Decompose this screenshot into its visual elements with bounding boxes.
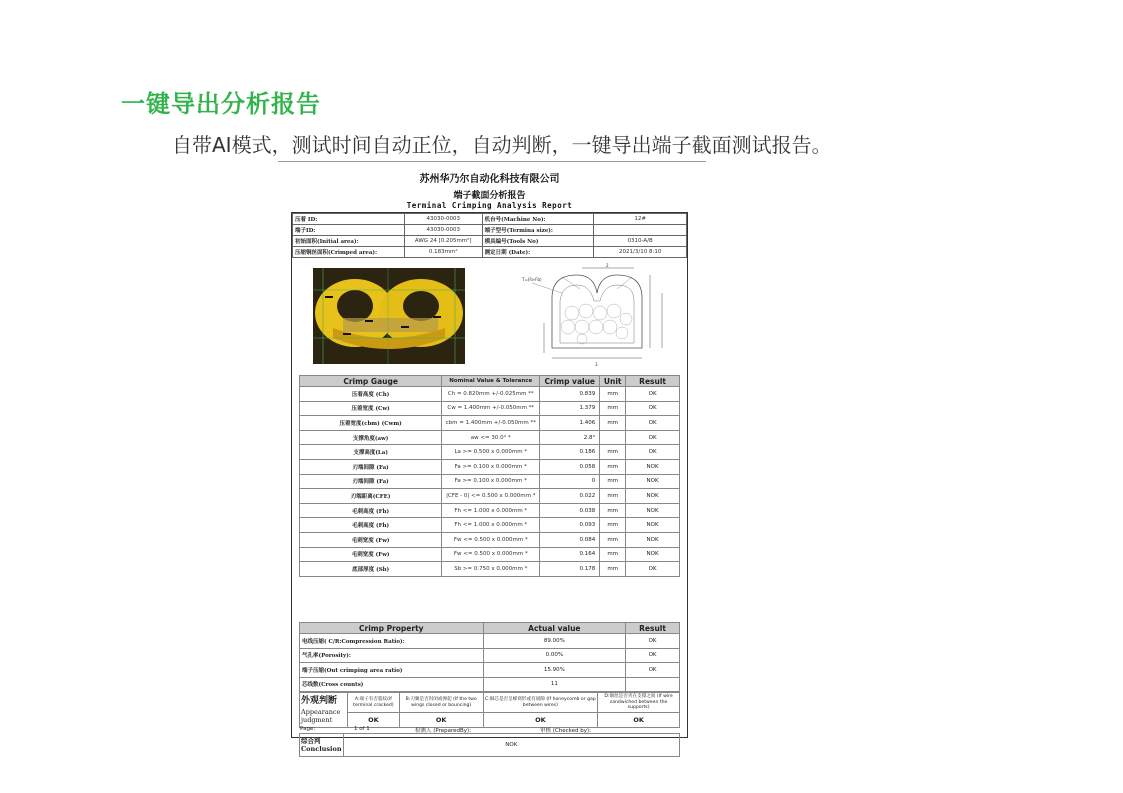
header-value: 43030-0003 (404, 214, 482, 225)
gauge-row (300, 474, 680, 489)
header-row (293, 214, 687, 225)
gauge-row (300, 547, 680, 562)
crimp-gauge-table (299, 375, 680, 577)
gauge-name: 压着宽度 (Cw) (300, 401, 442, 416)
header-label: 压着 ID: (293, 214, 405, 225)
gauge-header-name: Crimp Gauge (300, 376, 442, 387)
header-value: 12# (594, 214, 687, 225)
gauge-name: 压着宽度(cbm) (Cwm) (300, 416, 442, 431)
crimp-property-table (299, 622, 680, 692)
gauge-result: OK (626, 401, 680, 416)
gauge-tolerance: Ch = 0.820mm +/-0.025mm ** (442, 387, 540, 402)
footer-prepared: 检测人 (PreparedBy): (415, 728, 472, 734)
gauge-result: OK (626, 562, 680, 577)
appearance-label: 外观判断 Appearance judgment (300, 693, 348, 728)
page-subtitle: 自带AI模式，测试时间自动正位，自动判断，一键导出端子截面测试报告。 (172, 133, 832, 157)
prop-result: OK (626, 648, 680, 663)
gauge-name: 刃端间隙 (Fa) (300, 474, 442, 489)
gauge-result: OK (626, 430, 680, 445)
header-value: 43030-0003 (404, 225, 482, 236)
prop-name: 电线压缩( C/R:Compression Ratio): (300, 634, 484, 649)
prop-header-name: Crimp Property (300, 623, 484, 634)
gauge-tolerance: cbm = 1.400mm +/-0.050mm ** (442, 416, 540, 431)
gauge-row (300, 430, 680, 445)
gauge-result: NOK (626, 532, 680, 547)
prop-row (300, 634, 680, 649)
gauge-tolerance: aw <= 30.0° * (442, 430, 540, 445)
gauge-value: 0.839 (540, 387, 600, 402)
gauge-row (300, 459, 680, 474)
gauge-name: 支撑角度(aw) (300, 430, 442, 445)
footer-checked: 审核 (Checked by): (540, 728, 591, 734)
header-row (293, 225, 687, 236)
gauge-value: 0.093 (540, 518, 600, 533)
gauge-unit: mm (600, 387, 626, 402)
prop-value: 15.90% (483, 663, 626, 678)
gauge-result: NOK (626, 489, 680, 504)
header-row (293, 236, 687, 247)
gauge-row (300, 416, 680, 431)
header-value: AWG 24 [0.205mm²] (404, 236, 482, 247)
appearance-table (299, 692, 680, 728)
gauge-tolerance: |CFE - 0| <= 0.500 x 0.000mm * (442, 489, 540, 504)
gauge-row (300, 532, 680, 547)
gauge-header-nominal: Nominal Value & Tolerance (442, 376, 540, 387)
gauge-value: 0 (540, 474, 600, 489)
gauge-result: OK (626, 416, 680, 431)
gauge-unit: mm (600, 562, 626, 577)
gauge-unit: mm (600, 445, 626, 460)
report-title: 端子截面分析报告 (453, 191, 526, 201)
footer-page-value: 1 of 1 (354, 726, 370, 732)
gauge-tolerance: Fa >= 0.100 x 0.000mm * (442, 459, 540, 474)
gauge-tolerance: Fw <= 0.500 x 0.000mm * (442, 547, 540, 562)
conclusion-label: 综合判 Conclusion (300, 734, 344, 757)
gauge-unit: mm (600, 416, 626, 431)
conclusion-table (299, 733, 680, 757)
gauge-row (300, 445, 680, 460)
gauge-row (300, 489, 680, 504)
header-value (594, 225, 687, 236)
gauge-tolerance: Fa >= 0.100 x 0.000mm * (442, 474, 540, 489)
gauge-result: NOK (626, 547, 680, 562)
gauge-result: NOK (626, 474, 680, 489)
appearance-d-result: OK (598, 713, 680, 728)
gauge-result: NOK (626, 459, 680, 474)
header-table (292, 213, 687, 258)
header-label: 机台号(Machine No): (482, 214, 594, 225)
page-heading: 一键导出分析报告 (121, 90, 321, 118)
diagram-formula-label: T=(Fa-Fb) (522, 277, 542, 282)
prop-header-result: Result (626, 623, 680, 634)
gauge-result: OK (626, 445, 680, 460)
gauge-value: 0.186 (540, 445, 600, 460)
header-label: 模具编号(Tools No) (482, 236, 594, 247)
gauge-header-unit: Unit (600, 376, 626, 387)
header-value: 2021/3/10 8:10 (594, 247, 687, 258)
prop-header-value: Actual value (483, 623, 626, 634)
gauge-name: 刃端间隙 (Fa) (300, 459, 442, 474)
gauge-name: 底部厚度 (Sb) (300, 562, 442, 577)
gauge-tolerance: Fh <= 1.000 x 0.000mm * (442, 518, 540, 533)
gauge-header-row (300, 376, 680, 387)
gauge-row (300, 401, 680, 416)
gauge-value: 1.379 (540, 401, 600, 416)
gauge-value: 0.164 (540, 547, 600, 562)
gauge-unit: mm (600, 503, 626, 518)
gauge-row (300, 503, 680, 518)
header-label: 初始面积(Initial area): (293, 236, 405, 247)
header-label: 端子ID: (293, 225, 405, 236)
prop-result (626, 677, 680, 692)
header-label: 测定日期 (Date): (482, 247, 594, 258)
gauge-value: 2.8° (540, 430, 600, 445)
gauge-value: 0.022 (540, 489, 600, 504)
prop-header-row (300, 623, 680, 634)
prop-value: 89.00% (483, 634, 626, 649)
appearance-a: A:端子有否裂纹(If terminal cracked) (347, 693, 399, 713)
gauge-name: 刃端距离(CFE) (300, 489, 442, 504)
footer-page-label: Page: (300, 726, 316, 732)
conclusion-value: NOK (343, 734, 679, 757)
header-value: 0.183mm² (404, 247, 482, 258)
appearance-a-result: OK (347, 713, 399, 728)
gauge-tolerance: Fh <= 1.000 x 0.000mm * (442, 503, 540, 518)
gauge-value: 0.058 (540, 459, 600, 474)
report-sheet (291, 166, 688, 753)
prop-value: 0.00% (483, 648, 626, 663)
gauge-unit: mm (600, 489, 626, 504)
prop-name: 端子压缩(Out crimping area ratio) (300, 663, 484, 678)
gauge-unit (600, 430, 626, 445)
gauge-unit: mm (600, 474, 626, 489)
gauge-name: 毛刺宽度 (Fw) (300, 532, 442, 547)
diagram-bottom-label: 3 (595, 362, 598, 367)
appearance-c-result: OK (483, 713, 598, 728)
gauge-name: 支撑高度(La) (300, 445, 442, 460)
header-label: 压缩铜丝面积(Crimped area): (293, 247, 405, 258)
gauge-unit: mm (600, 459, 626, 474)
appearance-c: C:铜芯是否呈蜂窝形或有间隙 (If honeycomb or gap between wires) (483, 693, 598, 713)
cross-section-photo (313, 268, 465, 364)
header-label: 端子型号(Termina size): (482, 225, 594, 236)
gauge-unit: mm (600, 532, 626, 547)
gauge-result: OK (626, 387, 680, 402)
gauge-unit: mm (600, 518, 626, 533)
prop-name: 芯线数(Cross counts) (300, 677, 484, 692)
report-title-en: Terminal Crimping Analysis Report (406, 201, 573, 210)
appearance-d: D:铜丝是否夹在支撑之间 (If wire sandwiched between the supports) (598, 693, 680, 713)
crimp-dimension-diagram (522, 263, 672, 368)
gauge-row (300, 518, 680, 533)
gauge-value: 0.038 (540, 503, 600, 518)
gauge-name: 毛刺高度 (Fh) (300, 518, 442, 533)
gauge-row (300, 562, 680, 577)
gauge-tolerance: La >= 0.500 x 0.000mm * (442, 445, 540, 460)
subtitle-underline (278, 161, 706, 162)
header-row (293, 247, 687, 258)
appearance-b-result: OK (399, 713, 483, 728)
gauge-value: 0.178 (540, 562, 600, 577)
gauge-tolerance: Sb >= 0.750 x 0.000mm * (442, 562, 540, 577)
prop-row (300, 677, 680, 692)
gauge-name: 毛刺宽度 (Fw) (300, 547, 442, 562)
prop-row (300, 663, 680, 678)
gauge-header-value: Crimp value (540, 376, 600, 387)
prop-result: OK (626, 634, 680, 649)
gauge-name: 压着高度 (Ch) (300, 387, 442, 402)
gauge-tolerance: Fw <= 0.500 x 0.000mm * (442, 532, 540, 547)
gauge-result: NOK (626, 518, 680, 533)
diagram-top-label: 2 (606, 263, 609, 268)
gauge-value: 0.084 (540, 532, 600, 547)
header-value: 0310-A/B (594, 236, 687, 247)
gauge-tolerance: Cw = 1.400mm +/-0.050mm ** (442, 401, 540, 416)
gauge-unit: mm (600, 547, 626, 562)
gauge-name: 毛刺高度 (Fh) (300, 503, 442, 518)
gauge-result: NOK (626, 503, 680, 518)
gauge-row (300, 387, 680, 402)
gauge-unit: mm (600, 401, 626, 416)
prop-name: 气孔率(Porosity): (300, 648, 484, 663)
prop-result: OK (626, 663, 680, 678)
report-company: 苏州华乃尔自动化科技有限公司 (419, 174, 560, 185)
appearance-b: B:刃翼是否封闭或弹起 (If the two wings closed or bouncing) (399, 693, 483, 713)
gauge-header-result: Result (626, 376, 680, 387)
gauge-value: 1.406 (540, 416, 600, 431)
report-frame (291, 212, 688, 753)
prop-row (300, 648, 680, 663)
prop-value: 11 (483, 677, 626, 692)
